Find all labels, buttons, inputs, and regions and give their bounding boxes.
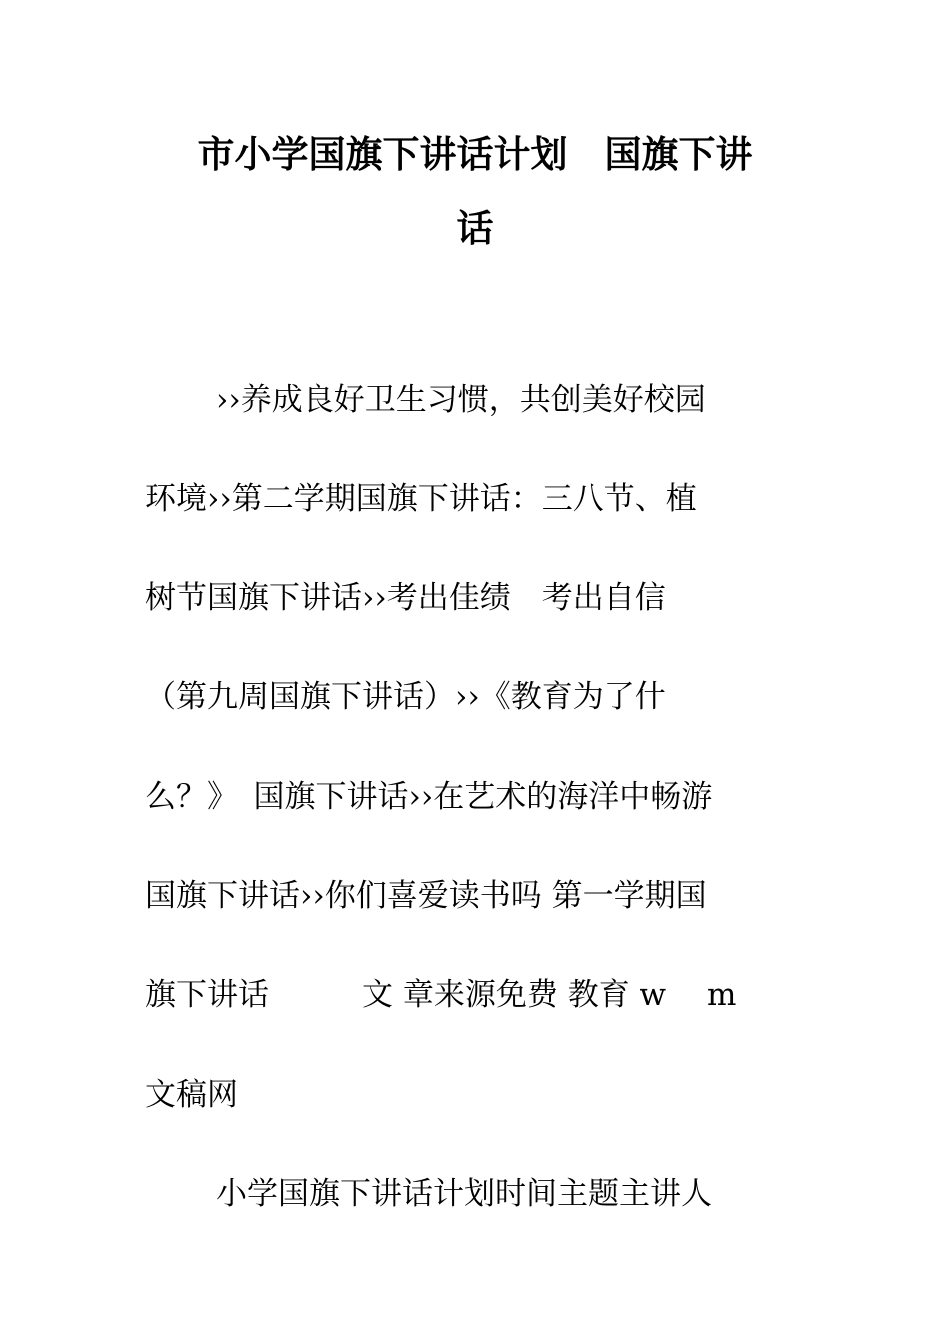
body-text-line: 旗下讲话 文 章来源免费 教育 w m bbox=[145, 977, 737, 1013]
paragraph-2-line: 小学国旗下讲话计划时间主题主讲人 bbox=[216, 1176, 712, 1212]
body-text-line: 树节国旗下讲话››考出佳绩 考出自信 bbox=[145, 580, 666, 616]
body-text-line: 文稿网 bbox=[145, 1077, 238, 1113]
document-title-line-1: 市小学国旗下讲话计划 国旗下讲 bbox=[197, 132, 753, 176]
body-text-line: （第九周国旗下讲话）››《教育为了什 bbox=[145, 679, 666, 715]
document-title-line-2: 话 bbox=[456, 206, 494, 250]
body-text-line: ››养成良好卫生习惯，共创美好校园 bbox=[216, 382, 706, 418]
body-text-line: 国旗下讲话››你们喜爱读书吗 第一学期国 bbox=[145, 878, 707, 914]
body-text-line: 环境››第二学期国旗下讲话：三八节、植 bbox=[145, 481, 697, 517]
body-text-line: 么？》 国旗下讲话››在艺术的海洋中畅游 bbox=[145, 779, 713, 815]
